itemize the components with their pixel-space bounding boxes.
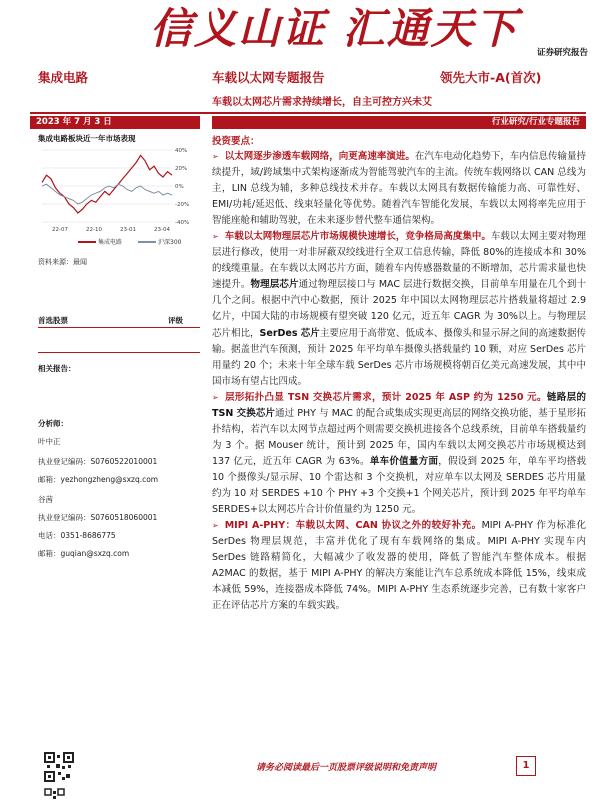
- highlights-heading: 投资要点：: [212, 136, 260, 147]
- analyst-email[interactable]: 邮箱：guqian@sxzq.com: [38, 549, 130, 558]
- report-date: 2023 年 7 月 3 日: [30, 116, 200, 129]
- chart-y-tick-label: 0%: [175, 184, 184, 190]
- analyst-label: 分析师：: [38, 419, 68, 428]
- analyst-name: 谷茜: [38, 495, 53, 504]
- analyst-email[interactable]: 邮箱：yezhongzheng@sxzq.com: [38, 475, 159, 484]
- brand-slogan: 信义山证 汇通天下: [150, 4, 519, 53]
- analyst-cert: 执业登记编码：S0760522010001: [38, 457, 158, 466]
- doc-type-label: 证券研究报告: [536, 48, 588, 58]
- analyst-name: 叶中正: [38, 437, 61, 446]
- highlight-paragraph: ➢ MIPI A-PHY：车载以太网、CAN 协议之外的较好补充。MIPI A-PHY 作为标准化 SerDes 物理层规范，丰富并优化了现有车载网络的集成。MIPI A-PHY 实现车内 SerDes 链路精简化，大幅减少了收发器的使用，降低了智能汽车整体成本。根据 A2MAC 的数据，基于 MIPI A-PHY 的解决方案能让汽车总系统成本降低 15%，线束成本减低 59%，连接器成本降低 74%。MIPI A-PHY 生态系统逐步完善，已有数十家客户正在评估芯片方案的车载实践。: [212, 520, 586, 612]
- highlight-paragraph: ➢ 层形拓扑凸显 TSN 交换芯片需求，预计 2025 年 ASP 约为 1250 元。链路层的 TSN 交换芯片通过 PHY 与 MAC 的配合或集成实现更高层的网络交换功能，基于星形拓扑结构，若汽车以太网节点超过两个则需要交换机进接各个总线系统，目前单车搭载量约为 3 个。据 Mouser 统计，预计到 2025 年，国内车载以太网交换芯片市场规模达到 137 亿元，近五年 CAGR 为 63%。单车价值量方面，假设到 2025 年，单车平均搭载 10 个摄像头/显示屏、10 个雷达和 3 个交换机，对应单车以太网及 SERDES 芯片用量约为 10 对 SERDES +10 个 PHY +3 个交换+1 个网关芯片，预计到 2025 年平均单车 SERDES+以太网芯片合计价值量约为 1250 元。: [212, 391, 586, 516]
- highlight-paragraph: ➢ 以太网逐步渗透车载网络，向更高速率演进。在汽车电动化趋势下，车内信息传输量持续提升，域/跨域集中式架构逐渐成为智能驾驶汽车的主流。传统车载网络以 CAN 总线为主，LIN 总线为辅，多种总线技术并存。车载以太网具有数据传输能力高、可靠性好、EMI/功耗/延迟低、线束轻量化等优势。随着汽车智能化发展，车载以太网将率先应用于智能座舱和辅助驾驶，在未来逐步替代整车通信架构。: [212, 151, 586, 227]
- disclaimer-note: 请务必阅读最后一页股票评级说明和免责声明: [256, 763, 437, 773]
- page-number: 1: [516, 756, 536, 776]
- arrow-bullet-icon: ➢: [212, 392, 219, 402]
- qr-code-icon: [44, 752, 74, 782]
- analyst-cert: 执业登记编码：S0760518060001: [38, 513, 158, 522]
- arrow-bullet-icon: ➢: [212, 152, 219, 161]
- qr-code-icon: [44, 788, 66, 800]
- chart-x-tick-label: 23-01: [120, 227, 136, 233]
- sidebar-divider: [38, 327, 200, 328]
- market-performance-chart: [38, 144, 200, 249]
- chart-x-tick-label: 23-04: [154, 227, 170, 233]
- highlight-paragraph: ➢ 车载以太网物理层芯片市场规模快速增长，竞争格局高度集中。车载以太网主要对物理层进行修改，使用一对非屏蔽双绞线进行全双工信息传输，降低 80%的连接成本和 30%的线缆重量。在车载以太网芯片方面，随着车内传感器数量的不断增加，芯片需求量也快速提升。物理层芯片通过物理层接口与 MAC 层进行数据交换，目前单车用量在几个到十几个之间。根据中汽中心数据，预计 2025 年中国以太网物理层芯片搭载量将超过 2.9 亿片，中国大陆的市场规模有望突破 120 亿元，近五年 CAGR 为 30%以上。与物理层芯片相比，SerDes 芯片主要应用于高带宽、低成本、摄像头和显示屏之间的高速数据传输。据盖世汽车预测，预计 2025 年平均单车摄像头搭载量约 10 颗，对应 SerDes 芯片用量约 20 个；未来十年全球车载 SerDes 芯片市场规模将朝百亿美元高速发展，其中中国市场有望占比四成。: [212, 231, 586, 387]
- legend-label-hs300: 沪深300: [158, 239, 182, 246]
- arrow-bullet-icon: ➢: [212, 232, 219, 242]
- chart-title: 集成电路板块近一年市场表现: [38, 134, 136, 143]
- analyst-phone: 电话：0351-8686775: [38, 531, 116, 540]
- related-reports-label: 相关报告：: [38, 364, 76, 373]
- top-picks-label: 首选股票: [38, 316, 68, 325]
- chart-y-tick-label: -40%: [175, 220, 190, 226]
- rating-label: 领先大市-A(首次): [440, 70, 542, 85]
- sidebar-divider: [38, 352, 200, 353]
- chart-source: 资料来源：最闻: [38, 258, 87, 266]
- arrow-bullet-icon: ➢: [212, 521, 219, 531]
- industry-label: 集成电路: [38, 70, 89, 85]
- report-title: 车载以太网专题报告: [212, 70, 325, 85]
- investment-highlights: [212, 133, 586, 614]
- chart-x-tick-label: 22-10: [86, 227, 102, 233]
- chart-y-tick-label: 20%: [175, 166, 188, 172]
- picks-rating-label: 评级: [168, 316, 183, 325]
- report-category: 行业研究/行业专题报告: [212, 116, 586, 129]
- chart-y-tick-label: 40%: [175, 148, 188, 154]
- header-divider: [30, 112, 586, 114]
- chart-series-line-0: [42, 155, 172, 213]
- report-subtitle: 车载以太网芯片需求持续增长，自主可控方兴未艾: [212, 97, 432, 108]
- chart-x-tick-label: 22-07: [52, 227, 68, 233]
- chart-y-tick-label: -20%: [175, 202, 190, 208]
- legend-label-ic: 集成电路: [98, 239, 123, 246]
